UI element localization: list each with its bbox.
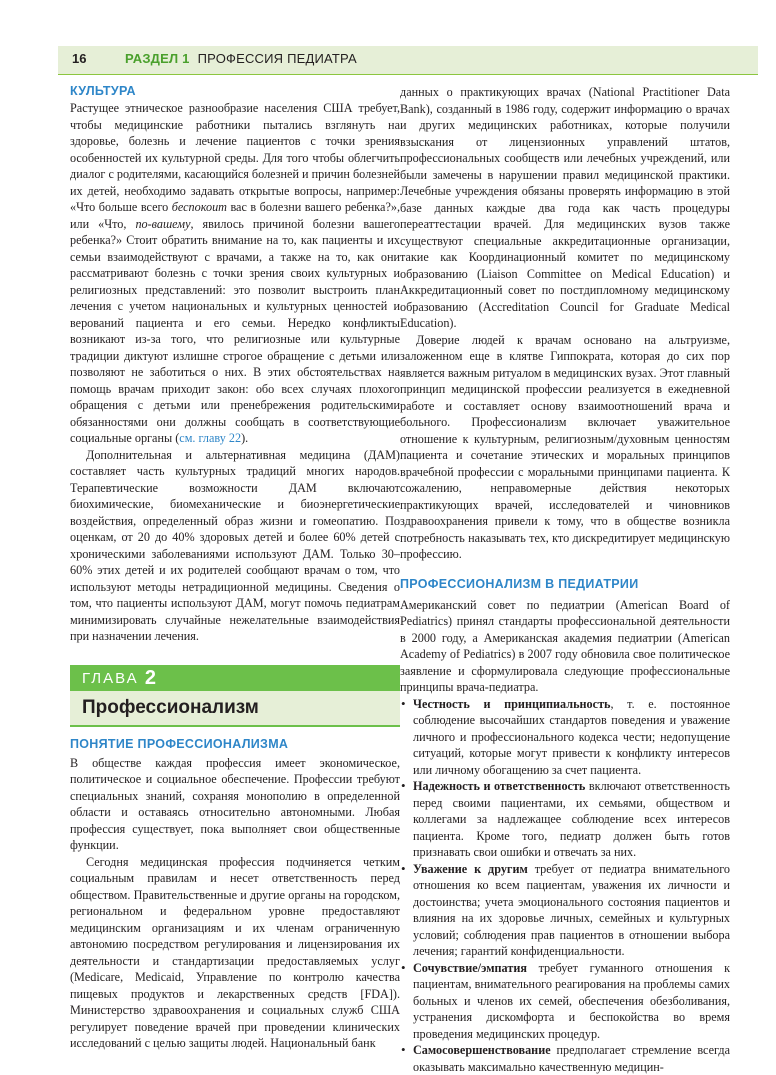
concept-heading: ПОНЯТИЕ ПРОФЕССИОНАЛИЗМА [70,737,400,751]
right-paragraph-1: данных о практикующих врачах (National Practitioner Data Bank), созданный в 1986 году, содержит информацию о врачах и других медицинских работниках, которые получили взыскания от лицензионных управлений штатов, профессиональных сообществ или лечебных учреждений, или были замечены в нарушении правил медицинской практики. Лечебные учреждения обязаны проверять информацию в этой базе данных каждые два года как часть процедуры переаттестации врачей. Для медицинских вузов также существуют специальные аккредитационные организации, такие как Координационный комитет по медицинскому образованию (Liaison Committee on Medical Education) и Аккредитационный совет по постдипломному медицинскому образованию (Accreditation Council for Graduate Medical Education). [400,84,730,332]
left-column [70,84,400,1052]
pediatrics-paragraph-1: Американский совет по педиатрии (American Board of Pediatrics) принял стандарты профессиональной деятельности в 2000 году, а Американская академия педиатрии (American Academy of Pediatrics) в 2007 году обновила свое политическое заявление и сформулировала следующие профессиональные принципы врача-педиатра. [400,597,730,696]
page-number: 16 [72,51,86,66]
section-label: РАЗДЕЛ 1 [125,51,190,66]
chapter-22-link[interactable]: см. главу 22 [179,431,241,445]
list-item: • Сочувствие/эмпатия требует гуманного отношения к пациентам, внимательного реагирования на проблемы самих больных и членов их семей, обеспечения обезболивания, устранения дискомфорта и беспокойства во время проведения медицинских процедур. [400,960,730,1043]
list-item: • Самосовершенствование предполагает стремление всегда оказывать максимально качественную медицин- [400,1042,730,1075]
right-paragraph-2: Доверие людей к врачам основано на альтруизме, заложенном еще в клятве Гиппократа, которая до сих пор является важным ритуалом в медицинских вузах. Этот главный принцип медицинской профессии реализуется в ежедневной работе и составляет основу взаимоотношений врача и больного. Профессионализм включает уважительное отношение к культурным, религиозным/духовным ценностям пациента и сочетание этических и моральных принципов врачебной профессии с моральными принципами пациента. К сожалению, неправомерные действия некоторых практикующих врачей, исследователей и чиновников здравоохранения привели к тому, что в обществе возникла потребность наказывать тех, кто дискредитирует медицинскую профессию. [400,332,730,563]
section-title [125,51,357,66]
list-item: • Надежность и ответственность включают ответственность перед своими пациентами, их семьями, обществом и коллегами за надлежащее соблюдение всех интересов пациента. Кроме того, педиатр должен быть готов признавать свои ошибки и отвечать за них. [400,778,730,861]
concept-paragraph-1: В обществе каждая профессия имеет экономическое, политическое и социальное обеспечение. Профессии требуют специальных знаний, сохраняя монополию в определенной области и оставаясь относительно автономными. Любая профессия существует, пока выполняет свои общественные функции. [70,755,400,854]
principles-list [400,696,730,1075]
chapter-label: ГЛАВА [82,670,139,687]
list-item: • Честность и принципиальность, т. е. постоянное соблюдение высочайших стандартов поведения и уважение личного и профессионального кодекса чести; недопущение ситуаций, которые могут привести к конфликту интересов или личному обогащению за счет пациента. [400,696,730,779]
chapter-title: Профессионализм [70,691,400,725]
chapter-rule [70,725,400,727]
chapter-number: 2 [145,667,156,689]
chapter-banner [70,665,400,729]
chapter-band [70,665,400,691]
running-header [58,46,758,74]
concept-paragraph-2: Сегодня медицинская профессия подчиняется четким социальным правилам и несет ответственность перед обществом. Правительственные и другие органы на городском, региональном и федеральном уровне предоставляют медицинским организациям и их членам ограниченную автономию посредством регулирования и лицензирования их деятельности и стандартизации предоставляемых услуг (Medicare, Medicaid, Управление по контролю качества пищевых продуктов и лекарственных средств [FDA]). Министерство здравоохранения и социальных служб США регулирует поведение врачей при проведении клинических исследований с целью защиты людей. Национальный банк [70,854,400,1052]
culture-paragraph-2: Дополнительная и альтернативная медицина (ДАМ) составляет часть культурных традиций многих народов. Терапевтические возможности ДАМ включают биохимические, биомеханические и биоэнергетические воздействия, определенный образ жизни и гомеопатию. По оценкам, от 20 до 40% здоровых детей и более 60% детей с хроническими заболеваниями используют ДАМ. Только 30–60% этих детей и их родителей сообщают врачам о том, что используют методы нетрадиционной медицины. Сведения о том, что пациенты используют ДАМ, могут помочь педиатрам минимизировать случайные нежелательные взаимодействия при назначении лечения. [70,447,400,645]
culture-heading: КУЛЬТУРА [70,84,400,98]
culture-paragraph-1: Растущее этническое разнообразие населения США требует, чтобы медицинские работники пытались взглянуть на здоровье, болезнь и лечение пациентов с точки зрения особенностей их культурной среды. Для того чтобы облегчить диалог с родителями, касающийся болезней и причин болезней их детей, необходимо задавать открытые вопросы, например: «Что больше всего беспокоит вас в болезни вашего ребенка?», или «Что, по-вашему, явилось причиной болезни вашего ребенка?» Стоит обратить внимание на то, как пациенты и их семьи взаимодействуют с врачами, а также на то, как они рассматривают болезнь с точки зрения своих культурных и религиозных представлений: это позволит выстроить план лечения с учетом национальных и культурных ценностей и верований пациента и его семьи. Нередко конфликты возникают из-за того, что религиозные или культурные традиции диктуют излишне строгое обращение с детьми или позволяют не заботиться о них. В этих обстоятельствах на помощь врачам приходит закон: обо всех случаях плохого обращения с детьми или пренебрежения родительскими обязанностями они должны сообщать в соответствующие социальные органы (см. главу 22). [70,100,400,447]
header-rule [58,74,758,75]
list-item: • Уважение к другим требует от педиатра внимательного отношения ко всем пациентам, уважения их личности и достоинства; учета эмоционального состояния пациентов и влияния на их здоровье личных, семейных и культурных условий; соблюдения прав пациентов в отношении выбора лечения; гарантий конфиденциальности. [400,861,730,960]
pediatrics-heading: ПРОФЕССИОНАЛИЗМ В ПЕДИАТРИИ [400,577,730,591]
right-column [400,84,730,1075]
section-name: ПРОФЕССИЯ ПЕДИАТРА [198,51,357,66]
